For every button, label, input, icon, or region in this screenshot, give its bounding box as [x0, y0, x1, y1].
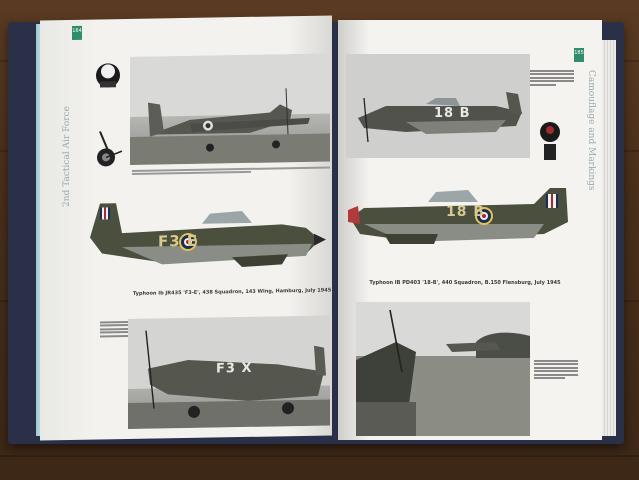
- right-aircraft-profile: [344, 178, 576, 268]
- right-bottom-photo: [356, 302, 530, 436]
- right-wheel-detail-drawing: [538, 118, 562, 166]
- left-page: [40, 15, 332, 440]
- left-top-photo: [130, 53, 330, 164]
- right-photo-code: 18 B: [434, 106, 471, 121]
- wheel-detail-drawings: [90, 59, 130, 170]
- left-running-title: 2nd Tactical Air Force: [62, 105, 72, 208]
- page-edges: [602, 40, 616, 436]
- right-page-number: 185: [574, 50, 584, 56]
- left-top-photo-caption-lines: [132, 165, 330, 175]
- right-profile-code: 18 B: [446, 204, 486, 220]
- left-section-tab: [72, 26, 82, 40]
- right-sidebar-text: [530, 68, 574, 87]
- right-section-tab: [574, 48, 584, 62]
- left-aircraft-profile: [82, 193, 332, 287]
- right-profile-caption: Typhoon IB PD403 '18-B', 440 Squadron, B.150 Flensburg, July 1945: [369, 280, 561, 286]
- right-running-title: Camouflage and Markings: [586, 70, 596, 191]
- left-profile-caption: Typhoon Ib JR435 'F3-E', 438 Squadron, 143 Wing, Hamburg, July 1945: [132, 287, 332, 297]
- left-photo-code: F3 X: [216, 360, 253, 377]
- right-bottom-sidebar-text: [534, 358, 578, 381]
- left-profile-code: F3 E: [158, 231, 199, 251]
- left-page-number: 184: [72, 27, 82, 34]
- right-page: [338, 20, 602, 440]
